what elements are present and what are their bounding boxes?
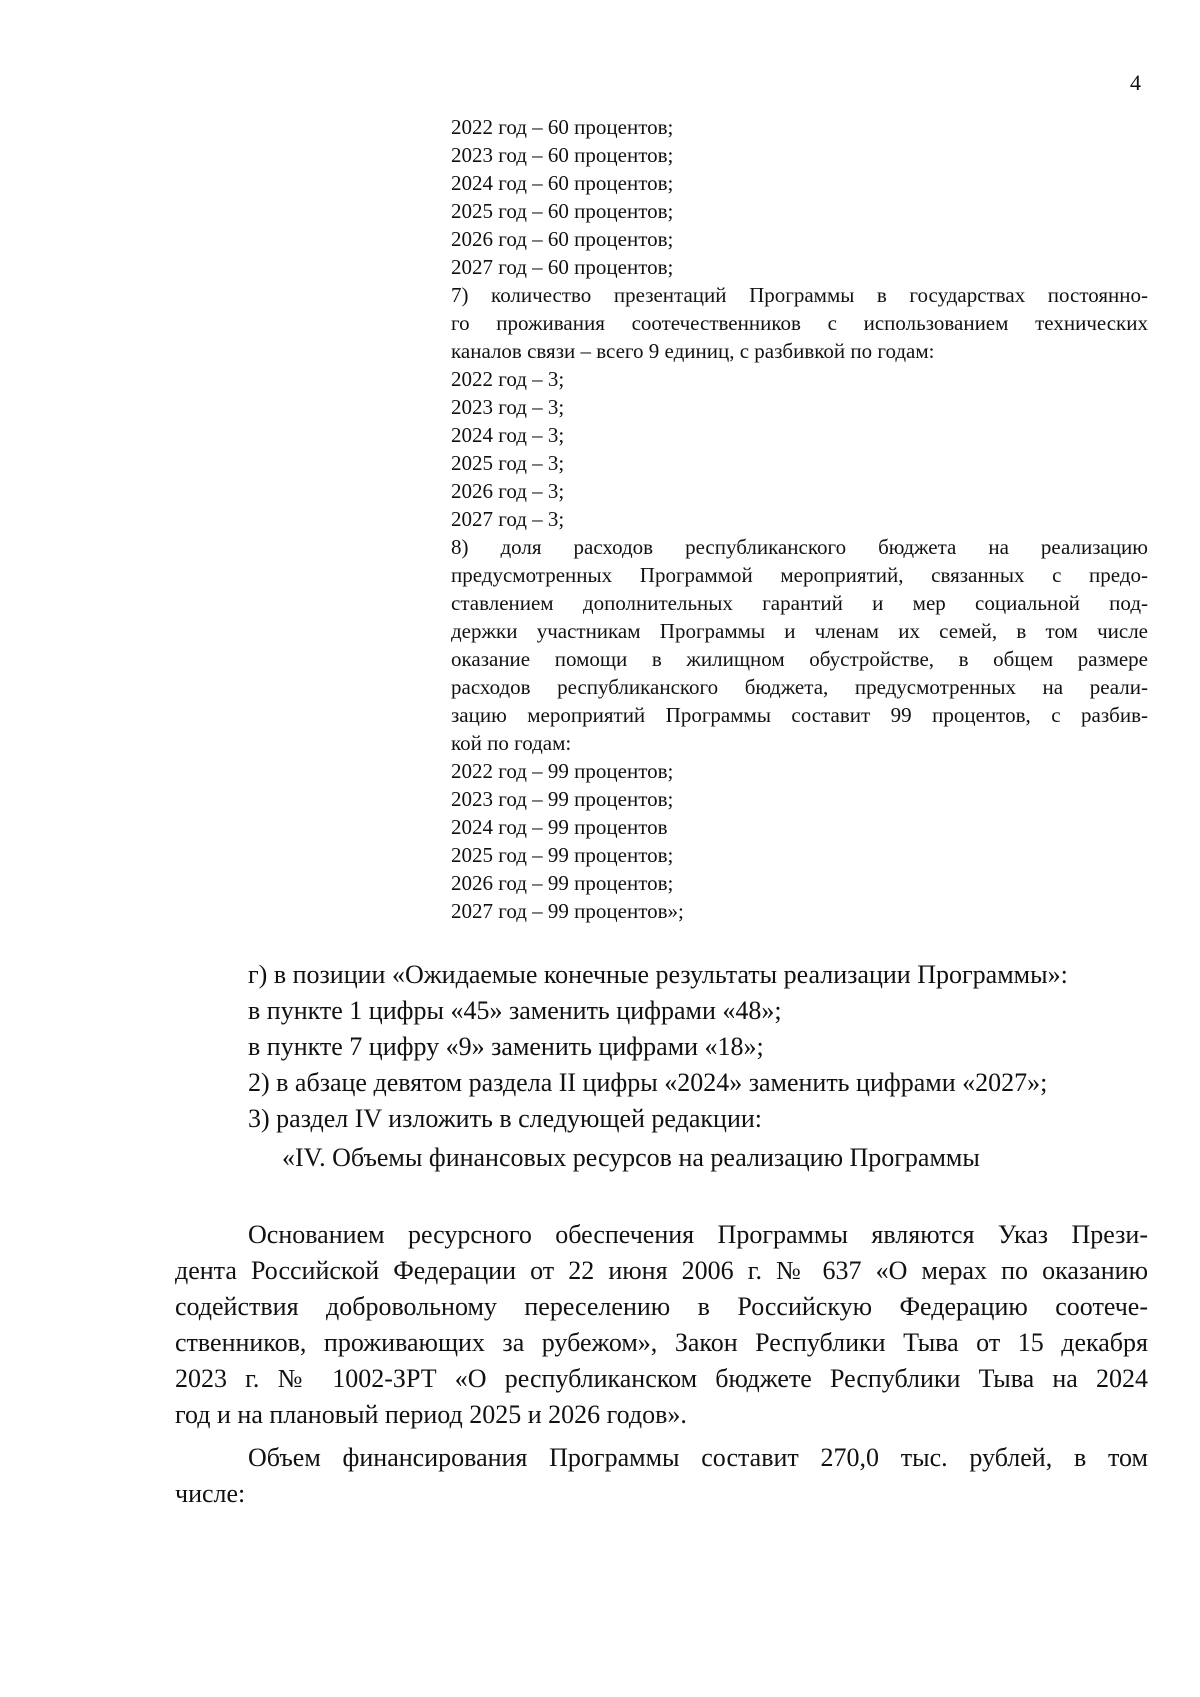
amendment-line: в пункте 1 цифры «45» заменить цифрами «48»; [248, 996, 782, 1025]
year-line: 2022 год – 60 процентов; [451, 115, 674, 139]
paragraph-line: 2023 г. № 1002-ЗРТ «О республиканском бюджете Республики Тыва на 2024 [175, 1364, 1148, 1393]
year-line: 2027 год – 3; [451, 507, 565, 531]
amendment-line: г) в позиции «Ожидаемые конечные результаты реализации Программы»: [248, 960, 1068, 989]
item7-text: каналов связи – всего 9 единиц, с разбивкой по годам: [451, 339, 935, 363]
item8-text: оказание помощи в жилищном обустройстве, в общем размере [451, 647, 1148, 671]
targets-column-bottom [451, 533, 1148, 925]
item8-text: зацию мероприятий Программы составит 99 процентов, с разбив- [451, 703, 1148, 727]
page-number: 4 [1130, 70, 1141, 95]
year-line: 2026 год – 99 процентов; [451, 871, 674, 895]
paragraph-line: год и на плановый период 2025 и 2026 годов». [175, 1400, 687, 1429]
paragraph-funding-volume [175, 1440, 1148, 1512]
item8-text: расходов республиканского бюджета, предусмотренных на реали- [451, 675, 1148, 699]
paragraph-line: содействия добровольному переселению в Российскую Федерацию соотече- [175, 1292, 1148, 1321]
targets-column-top [451, 113, 1148, 533]
year-line: 2026 год – 60 процентов; [451, 227, 674, 251]
year-line: 2024 год – 3; [451, 423, 565, 447]
year-line: 2025 год – 3; [451, 451, 565, 475]
paragraph-line: дента Российской Федерации от 22 июня 2006 г. № 637 «О мерах по оказанию [175, 1256, 1148, 1285]
year-line: 2022 год – 3; [451, 367, 565, 391]
paragraph-line: Основанием ресурсного обеспечения Программы являются Указ Прези- [248, 1220, 1148, 1249]
year-line: 2024 год – 99 процентов [451, 815, 668, 839]
item8-text: предусмотренных Программой мероприятий, связанных с предо- [451, 563, 1148, 587]
year-line: 2027 год – 99 процентов»; [451, 899, 684, 923]
amendment-line: 3) раздел IV изложить в следующей редакции: [248, 1104, 762, 1133]
item7-text: 7) количество презентаций Программы в государствах постоянно- [451, 283, 1148, 307]
paragraph-line: числе: [175, 1479, 246, 1508]
paragraph-line: Объем финансирования Программы составит 270,0 тыс. рублей, в том [248, 1443, 1148, 1472]
year-line: 2022 год – 99 процентов; [451, 759, 674, 783]
paragraph-line: ственников, проживающих за рубежом», Закон Республики Тыва от 15 декабря [175, 1328, 1148, 1357]
year-line: 2025 год – 99 процентов; [451, 843, 674, 867]
item8-text: держки участникам Программы и членам их семей, в том числе [451, 619, 1148, 643]
item7-text: го проживания соотечественников с использованием технических [451, 311, 1148, 335]
year-line: 2026 год – 3; [451, 479, 565, 503]
year-line: 2023 год – 60 процентов; [451, 143, 674, 167]
amendment-line: 2) в абзаце девятом раздела II цифры «2024» заменить цифрами «2027»; [248, 1068, 1048, 1097]
year-line: 2027 год – 60 процентов; [451, 255, 674, 279]
item8-text: 8) доля расходов республиканского бюджета на реализацию [451, 535, 1148, 559]
year-line: 2023 год – 99 процентов; [451, 787, 674, 811]
year-line: 2023 год – 3; [451, 395, 565, 419]
paragraph-resource-basis [175, 1217, 1148, 1433]
item8-text: ставлением дополнительных гарантий и мер социальной под- [451, 591, 1148, 615]
year-line: 2025 год – 60 процентов; [451, 199, 674, 223]
item8-text: кой по годам: [451, 731, 572, 755]
amendment-line: в пункте 7 цифру «9» заменить цифрами «18»; [248, 1032, 764, 1061]
year-line: 2024 год – 60 процентов; [451, 171, 674, 195]
section-heading: «IV. Объемы финансовых ресурсов на реализацию Программы [282, 1143, 980, 1172]
